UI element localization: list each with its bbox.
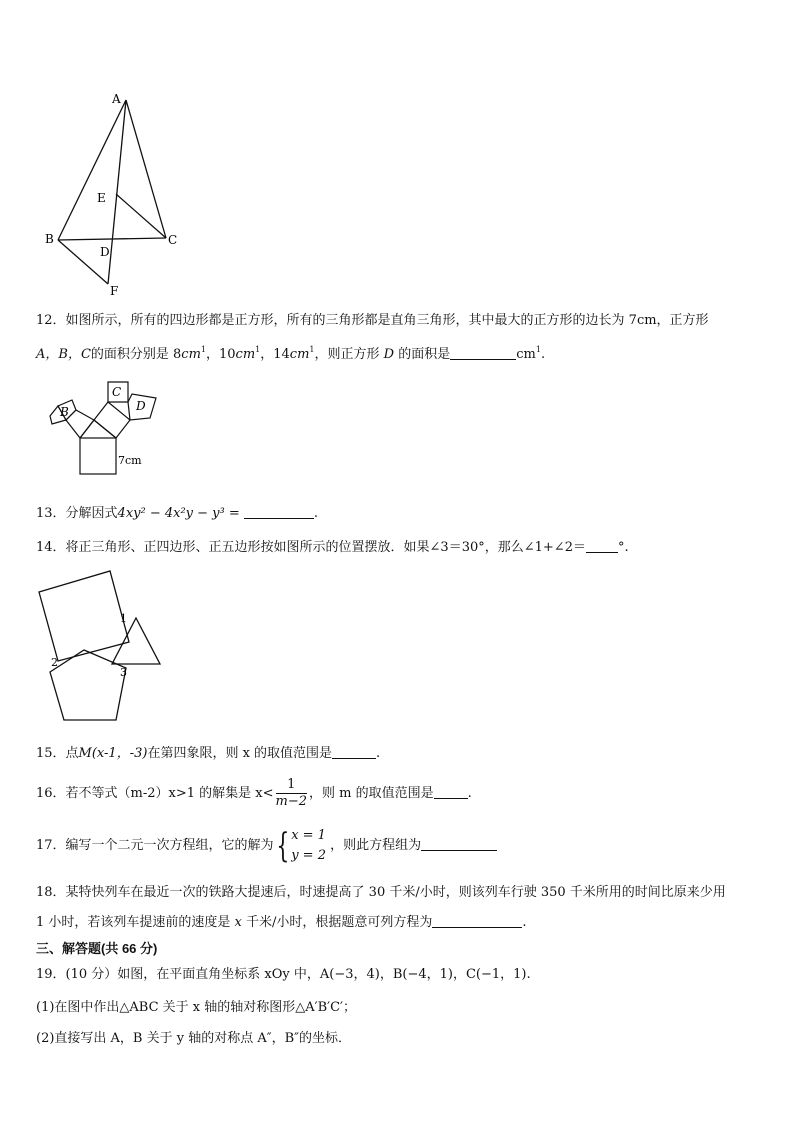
segment-ac	[126, 100, 166, 238]
label-f: F	[110, 284, 119, 298]
question-17	[36, 824, 497, 868]
q12-unit-exp: 1	[535, 345, 541, 354]
label-d: D	[100, 245, 110, 259]
label-e: E	[97, 191, 106, 205]
question-13	[36, 505, 318, 523]
q12-d: D	[383, 347, 395, 362]
q12-letters: A，B，C	[36, 347, 91, 362]
q12-sep-2: ，14	[260, 347, 290, 362]
segment-ec	[116, 194, 166, 238]
section-heading: 三、解答题(共 66 分)	[36, 941, 158, 956]
q12-unit: cm	[516, 347, 536, 362]
question-16	[36, 774, 472, 814]
q16-fraction	[276, 777, 308, 810]
label-c: C	[168, 233, 178, 247]
q17-eq1: x = 1	[291, 827, 326, 843]
angle-label-2: 2	[51, 656, 58, 669]
question-15	[36, 745, 380, 763]
answer-blank-14[interactable]	[586, 539, 618, 553]
q17-prefix: 17．编写一个二元一次方程组，它的解为	[36, 838, 274, 853]
label-square-c: C	[112, 385, 122, 399]
q16-suffix: ，则 m 的取值范围是	[309, 786, 434, 801]
question-19-part2: (2)直接写出 A，B 关于 y 轴的对称点 A″，B″的坐标．	[36, 1031, 352, 1046]
label-a: A	[112, 92, 121, 106]
q14-end: °.	[617, 540, 629, 555]
label-square-d: D	[136, 399, 146, 413]
q16-end: .	[467, 786, 472, 801]
question-18-line1: 18．某特快列车在最近一次的铁路大提速后，时速提高了 30 千米/小时，则该列车行驶 350 千米所用的时间比原来少用	[36, 885, 726, 900]
answer-blank-17[interactable]	[421, 837, 497, 851]
q12-period: .	[540, 347, 546, 362]
q12-cm-2: cm	[235, 347, 256, 362]
q15-end: .	[376, 746, 381, 761]
q12-cm-1: cm	[181, 347, 201, 362]
q13-end: .	[313, 506, 319, 521]
angle-label-1: 1	[120, 612, 127, 625]
q18-text-a: 1 小时，若该列车提速前的速度是	[36, 915, 231, 930]
q12-text-b: ，则正方形	[314, 347, 380, 362]
q16-prefix: 16．若不等式（m-2）x>1 的解集是 x<	[36, 786, 274, 801]
question-12-line1: 12．如图所示，所有的四边形都是正方形，所有的三角形都是直角三角形，其中最大的正方形的边长为 7cm，正方形	[36, 313, 709, 328]
q18-text-b: 千米/小时，根据题意可列方程为	[246, 915, 433, 930]
answer-blank-12[interactable]	[450, 346, 516, 360]
answer-blank-13[interactable]	[244, 505, 314, 519]
question-19-line1: 19．(10 分）如图，在平面直角坐标系 xOy 中，A(−3，4)，B(−4，1)，C(−1，1).	[36, 967, 531, 982]
label-square-b: B	[60, 405, 69, 419]
question-19-part1: (1)在图中作出△ABC 关于 x 轴的轴对称图形△A′B′C′；	[36, 1000, 357, 1015]
q17-eq2: y = 2	[291, 847, 326, 863]
polygons-figure	[36, 568, 166, 726]
q12-cm-3: cm	[289, 347, 310, 362]
q15-prefix: 15．点	[36, 746, 79, 761]
answer-blank-16[interactable]	[434, 785, 468, 799]
question-14	[36, 539, 629, 557]
question-18-line2	[36, 914, 527, 932]
q17-system	[291, 826, 326, 866]
q12-text-c: 的面积是	[398, 347, 451, 362]
q15-point: M(x-1，-3)	[78, 746, 148, 761]
big-square	[80, 438, 116, 474]
question-12-line2	[36, 341, 545, 364]
q18-end: .	[522, 915, 527, 930]
square-left	[66, 410, 94, 438]
answer-blank-15[interactable]	[332, 745, 376, 759]
q12-exp-3: 1	[309, 345, 315, 354]
segment-ab	[58, 100, 126, 240]
square-right	[94, 402, 130, 438]
label-b: B	[45, 232, 54, 246]
answer-blank-18[interactable]	[432, 914, 522, 928]
q12-sep-1: ，10	[206, 347, 236, 362]
q12-exp-2: 1	[255, 345, 261, 354]
square-shape	[39, 571, 129, 661]
label-side-7cm: 7cm	[118, 454, 142, 467]
segment-af	[108, 100, 126, 284]
q12-exp-1: 1	[200, 345, 206, 354]
triangle-figure	[40, 88, 190, 303]
q17-suffix: ，则此方程组为	[330, 838, 422, 853]
q14-text: 14．将正三角形、正四边形、正五边形按如图所示的位置摆放．如果∠3＝30°，那么∠1+∠2＝	[36, 540, 586, 555]
pythagoras-squares-figure	[46, 378, 176, 483]
q13-expression: 4xy² − 4x²y − y³ =	[117, 506, 240, 521]
q16-denominator: m−2	[275, 794, 308, 809]
q12-text-a: 的面积分别是 8	[90, 347, 182, 362]
q15-suffix: 在第四象限，则 x 的取值范围是	[147, 746, 333, 761]
q17-brace: {	[275, 825, 289, 866]
angle-label-3: 3	[120, 666, 127, 679]
q13-prefix: 13．分解因式	[36, 506, 118, 521]
q16-numerator: 1	[276, 777, 308, 794]
q18-x: x	[234, 915, 242, 930]
